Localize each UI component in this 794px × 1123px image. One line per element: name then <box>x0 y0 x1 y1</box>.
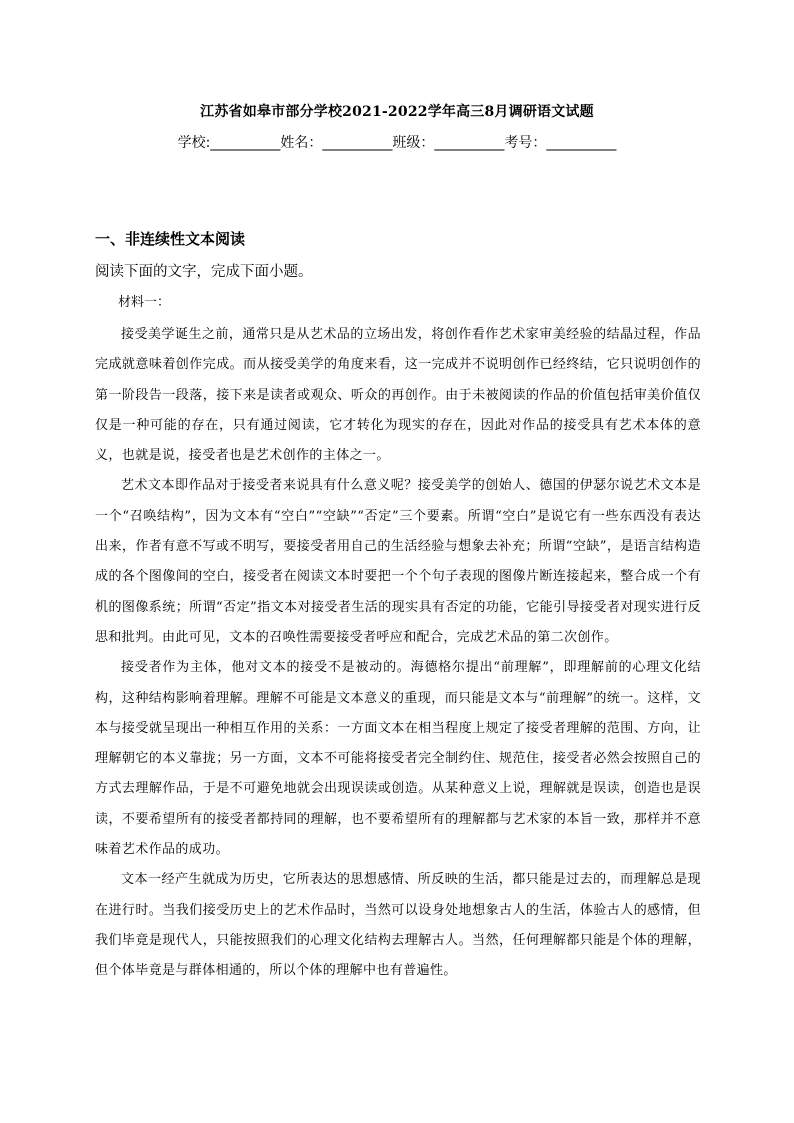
paragraph: 艺术文本即作品对于接受者来说具有什么意义呢？接受美学的创始人、德国的伊瑟尔说艺术文本是一个“召唤结构”，因为文本有“空白”“空缺”“否定”三个要素。所谓“空白”是说它有一些东西没有表达出来，作者有意不写或不明写，要接受者用自己的生活经验与想象去补充；所谓“空缺”，是语言结构造成的各个图像间的空白，接受者在阅读文本时要把一个个句子表现的图像片断连接起来，整合成一个有机的图像系统；所谓“否定”指文本对接受者生活的现实具有否定的功能，它能引导接受者对现实进行反思和批判。由此可见，文本的召唤性需要接受者呼应和配合，完成艺术品的第二次创作。 <box>95 478 701 645</box>
number-blank: __________ <box>546 135 617 151</box>
class-label: 班级： <box>392 135 435 151</box>
paragraph: 接受者作为主体，他对文本的接受不是被动的。海德格尔提出“前理解”，即理解前的心理文化结构，这种结构影响着理解。理解不可能是文本意义的重现，而只能是文本与“前理解”的统一。这样，文本与接受就呈现出一种相互作用的关系：一方面文本在相当程度上规定了接受者理解的范围、方向，让理解朝它的本义靠拢；另一方面，文本不可能将接受者完全制约住、规范住，接受者必然会按照自己的方式去理解作品，于是不可避免地就会出现误读或创造。从某种意义上说，理解就是误读，创造也是误读，不要希望所有的接受者都持同的理解，也不要希望所有的理解都与艺术家的本旨一致，那样并不意味着艺术作品的成功。 <box>95 660 701 858</box>
student-info-line <box>0 132 794 152</box>
number-label: 考号： <box>504 135 547 151</box>
material-label: 材料一： <box>118 295 171 310</box>
paragraph: 接受美学诞生之前，通常只是从艺术品的立场出发，将创作看作艺术家审美经验的结晶过程，作品完成就意味着创作完成。而从接受美学的角度来看，这一完成并不说明创作已经终结，它只说明创作的第一阶段告一段落，接下来是读者或观众、听众的再创作。由于未被阅读的作品的价值包括审美价值仅仅是一种可能的存在，只有通过阅读，它才转化为现实的存在，因此对作品的接受具有艺术本体的意义，也就是说，接受者也是艺术创作的主体之一。 <box>95 327 701 464</box>
name-label: 姓名： <box>280 135 323 151</box>
class-blank: __________ <box>434 135 505 151</box>
exam-title: 江苏省如皋市部分学校2021-2022学年高三8月调研语文试题 <box>200 104 594 120</box>
paragraph: 文本一经产生就成为历史，它所表达的思想感情、所反映的生活，都只能是过去的，而理解总是现在进行时。当我们接受历史上的艺术作品时，当然可以设身处地想象古人的生活，体验古人的感情，但我们毕竟是现代人，只能按照我们的心理文化结构去理解古人。当然，任何理解都只能是个体的理解，但个体毕竟是与群体相通的，所以个体的理解中也有普遍性。 <box>95 872 701 979</box>
name-blank: __________ <box>322 135 393 151</box>
school-blank: __________ <box>210 135 281 151</box>
instruction-text: 阅读下面的文字，完成下面小题。 <box>95 264 313 280</box>
section-heading: 一、非连续性文本阅读 <box>95 230 246 248</box>
school-label: 学校: <box>177 135 211 151</box>
material-body <box>95 320 701 987</box>
